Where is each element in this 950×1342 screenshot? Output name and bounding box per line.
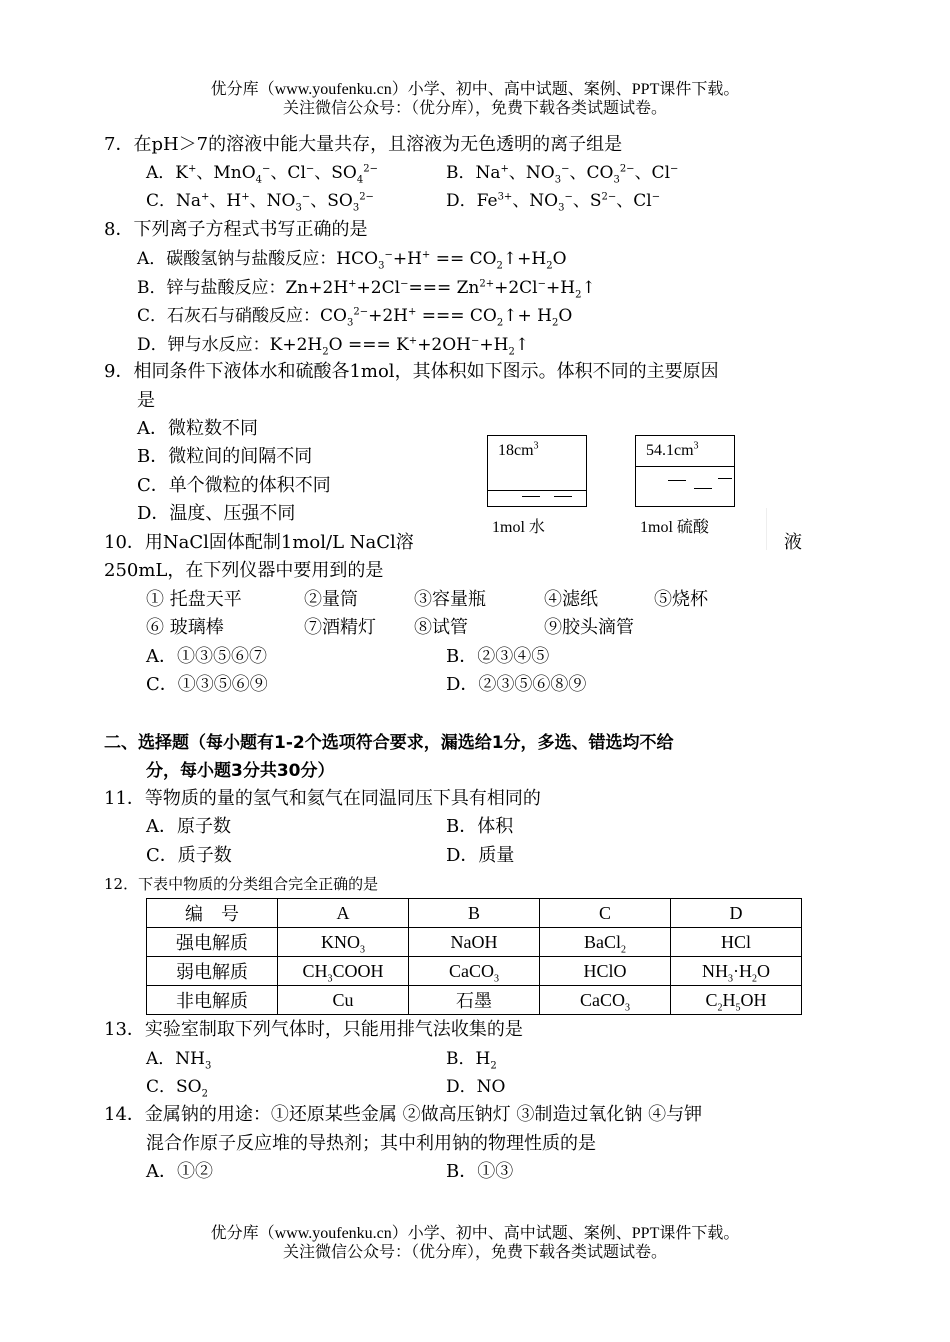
- q13-option-c: C．$SO_2$: [146, 1077, 208, 1100]
- table-header-cell: D: [671, 899, 802, 928]
- q9-option-a: A．微粒数不同: [137, 418, 258, 439]
- q8-option-d: D．钾与水反应：$K+2H_2O$ === $K^++2OH^-+H_2↑$: [137, 335, 530, 358]
- q13-option-a: A．$NH_3$: [146, 1049, 212, 1072]
- q10-option-b: B．②③④⑤: [446, 646, 550, 667]
- acid-surface-dash: [694, 488, 712, 489]
- q13-stem: 13．实验室制取下列气体时，只能用排气法收集的是: [104, 1019, 523, 1040]
- q11-option-b: B．体积: [446, 816, 514, 837]
- table-cell: $KNO_3$: [278, 928, 409, 957]
- acid-beaker-diagram: [635, 435, 735, 507]
- q9-option-d: D．温度、压强不同: [137, 503, 296, 524]
- table-cell: 弱电解质: [147, 957, 278, 986]
- q10-item: ③容量瓶: [414, 589, 486, 610]
- q7-option-c: C．Na+、H+、$NO_3^-$、$SO_3^{2-}$: [146, 191, 374, 214]
- table-cell: Cu: [278, 986, 409, 1015]
- q14-stem-line1: 14．金属钠的用途：①还原某些金属 ②做高压钠灯 ③制造过氧化钠 ④与钾: [104, 1104, 703, 1125]
- q10-item: ⑧试管: [414, 617, 468, 638]
- classification-table: [146, 898, 802, 1015]
- page-header-line1: 优分库（www.youfenku.cn）小学、初中、高中试题、案例、PPT课件下载。: [210, 81, 740, 98]
- water-surface-dash: [554, 496, 572, 497]
- q13-option-d: D．NO: [446, 1077, 506, 1097]
- table-header-cell: 编 号: [147, 899, 278, 928]
- q14-option-a: A．①②: [146, 1161, 213, 1182]
- table-row: [147, 928, 802, 957]
- q13-option-b: B．$H_2$: [446, 1049, 497, 1072]
- table-cell: HClO: [540, 957, 671, 986]
- acid-volume-label: $54.1cm^3$: [646, 440, 699, 459]
- q7-option-b: B．Na+、$NO_3^-$、$CO_3^{2-}$、Cl−: [446, 163, 679, 186]
- q8-option-b: B．锌与盐酸反应：$Zn+2H^++2Cl^-=== Zn^{2+}+2Cl^-+H_2↑$: [137, 278, 596, 301]
- water-level-line: [488, 490, 586, 491]
- q10-item: ④滤纸: [544, 589, 598, 610]
- q14-option-b: B．①③: [446, 1161, 514, 1182]
- q8-stem: 8．下列离子方程式书写正确的是: [104, 219, 368, 240]
- q10-option-a: A．①③⑤⑥⑦: [146, 646, 267, 667]
- q7-option-a: A．K+、MnO$_4$−、Cl−、$SO_4^{2-}$: [146, 163, 378, 186]
- table-cell: HCl: [671, 928, 802, 957]
- q9-stem-line2: 是: [137, 390, 155, 411]
- table-cell: 石墨: [409, 986, 540, 1015]
- table-cell: 非电解质: [147, 986, 278, 1015]
- q10-stem-line1: 10．用NaCl固体配制1mol/L NaCl溶: [104, 532, 414, 553]
- table-header-cell: C: [540, 899, 671, 928]
- page-footer-line2: 关注微信公众号：（优分库），免费下载各类试题试卷。: [282, 1244, 667, 1261]
- table-cell: BaCl$_2$: [540, 928, 671, 957]
- table-cell: CaCO$_3$: [409, 957, 540, 986]
- q10-item: ① 托盘天平: [146, 589, 242, 610]
- page-footer-line1: 优分库（www.youfenku.cn）小学、初中、高中试题、案例、PPT课件下载。: [210, 1225, 740, 1242]
- acid-beaker-caption: 1mol 硫酸: [640, 508, 767, 550]
- q10-option-c: C．①③⑤⑥⑨: [146, 674, 268, 695]
- water-beaker-diagram: [487, 435, 587, 507]
- q11-option-c: C．质子数: [146, 845, 232, 866]
- table-cell: CaCO$_3$: [540, 986, 671, 1015]
- table-cell: 强电解质: [147, 928, 278, 957]
- q14-stem-line2: 混合作原子反应堆的导热剂；其中利用钠的物理性质的是: [146, 1133, 596, 1154]
- table-cell: NaOH: [409, 928, 540, 957]
- table-row: [147, 986, 802, 1015]
- q9-option-b: B．微粒间的间隔不同: [137, 446, 313, 467]
- q9-option-c: C．单个微粒的体积不同: [137, 475, 331, 496]
- q10-stem-end: 液: [784, 532, 802, 553]
- water-surface-dash: [522, 496, 540, 497]
- table-row: [147, 957, 802, 986]
- acid-level-line: [636, 466, 734, 467]
- q11-stem: 11．等物质的量的氢气和氦气在同温同压下具有相同的: [104, 788, 541, 809]
- q7-stem: 7．在pH＞7的溶液中能大量共存，且溶液为无色透明的离子组是: [104, 134, 623, 155]
- table-header-cell: A: [278, 899, 409, 928]
- water-volume-label: $18cm^3$: [498, 440, 539, 459]
- acid-surface-dash: [668, 480, 686, 481]
- q10-item: ⑨胶头滴管: [544, 617, 634, 638]
- water-beaker-caption: 1mol 水: [492, 508, 588, 550]
- acid-surface-dash: [718, 478, 732, 479]
- q12-stem: 12．下表中物质的分类组合完全正确的是: [104, 875, 379, 893]
- page-header-line2: 关注微信公众号：（优分库），免费下载各类试题试卷。: [282, 100, 667, 117]
- q7-option-d: D．$Fe^{3+}$、$NO_3^-$、$S^{2-}$、Cl−: [446, 191, 661, 214]
- q9-stem-line1: 9．相同条件下液体水和硫酸各1mol，其体积如下图示。体积不同的主要原因: [104, 361, 719, 382]
- q10-item: ②量筒: [304, 589, 358, 610]
- table-header-row: [147, 899, 802, 928]
- q8-option-a: A．碳酸氢钠与盐酸反应：$HCO_3^-+H^+$ == $CO_2↑+H_2O$: [137, 249, 567, 272]
- table-cell: $CH_3COOH$: [278, 957, 409, 986]
- q8-option-c: C．石灰石与硝酸反应：$CO_3^{2-}+2H^+$ === $CO_2↑+ H_2O$: [137, 306, 573, 329]
- table-header-cell: B: [409, 899, 540, 928]
- q10-stem-line2: 250mL，在下列仪器中要用到的是: [104, 560, 384, 581]
- q11-option-a: A．原子数: [146, 816, 231, 837]
- section2-title-line2: 分，每小题3分共30分）: [146, 761, 335, 781]
- q10-item: ⑥ 玻璃棒: [146, 617, 224, 638]
- q10-item: ⑦酒精灯: [304, 617, 376, 638]
- section2-title-line1: 二、选择题（每小题有1-2个选项符合要求，漏选给1分，多选、错选均不给: [104, 733, 674, 753]
- q11-option-d: D．质量: [446, 845, 515, 866]
- table-cell: $NH_3\cdot H_2O$: [671, 957, 802, 986]
- q10-option-d: D．②③⑤⑥⑧⑨: [446, 674, 587, 695]
- q10-item: ⑤烧杯: [654, 589, 708, 610]
- table-cell: $C_2H_5OH$: [671, 986, 802, 1015]
